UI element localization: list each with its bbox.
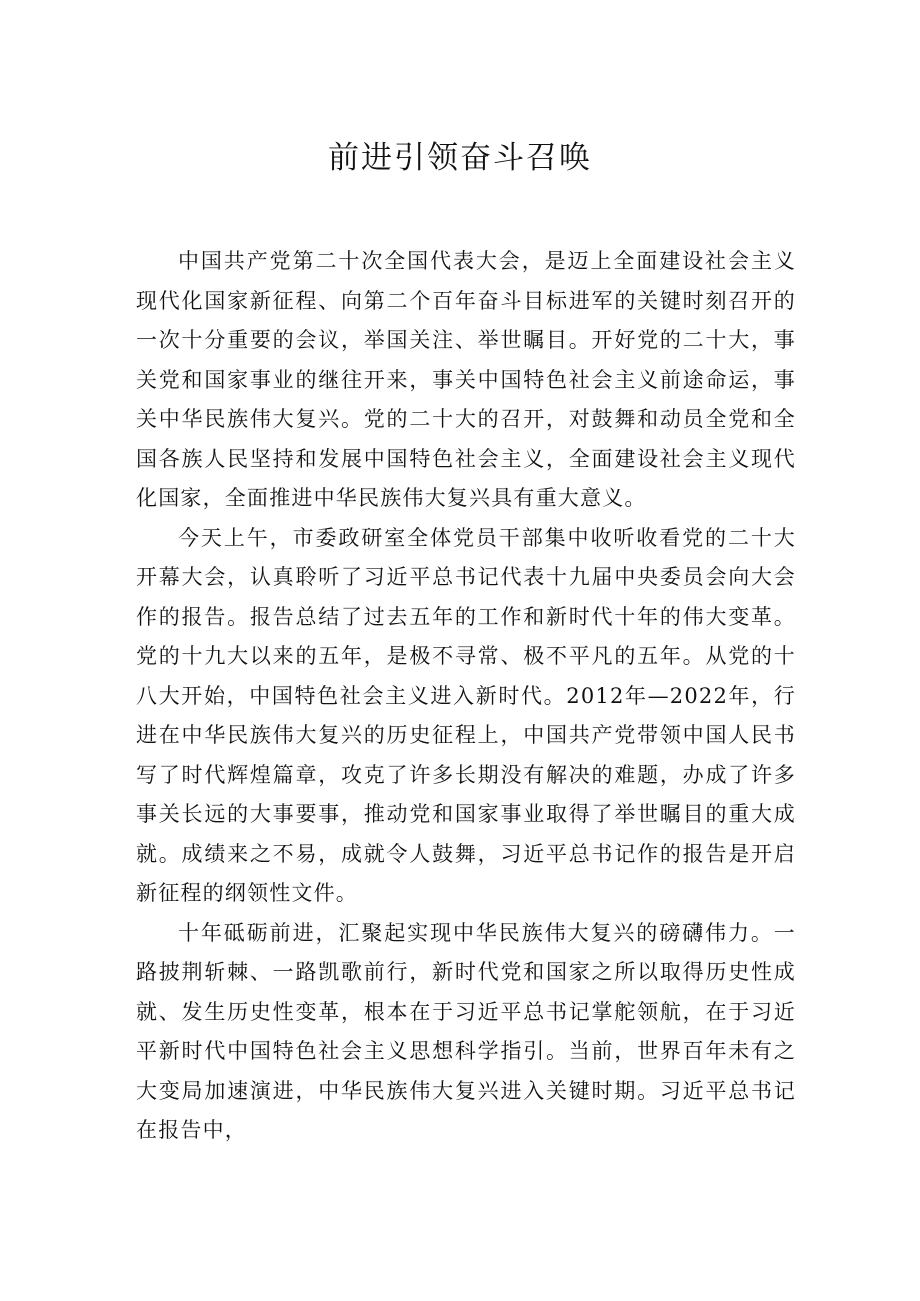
document-body xyxy=(136,242,796,1151)
paragraph-2: 今天上午，市委政研室全体党员干部集中收听收看党的二十大开幕大会，认真聆听了习近平总书记代表十九届中央委员会向大会作的报告。报告总结了过去五年的工作和新时代十年的伟大变革。党的十九大以来的五年，是极不寻常、极不平凡的五年。从党的十八大开始，中国特色社会主义进入新时代。2012年—2022年，行进在中华民族伟大复兴的历史征程上，中国共产党带领中国人民书写了时代辉煌篇章，攻克了许多长期没有解决的难题，办成了许多事关长远的大事要事，推动党和国家事业取得了举世瞩目的重大成就。成绩来之不易，成就令人鼓舞，习近平总书记作的报告是开启新征程的纲领性文件。 xyxy=(136,525,796,905)
paragraph-1: 中国共产党第二十次全国代表大会，是迈上全面建设社会主义现代化国家新征程、向第二个百年奋斗目标进军的关键时刻召开的一次十分重要的会议，举国关注、举世瞩目。开好党的二十大，事关党和国家事业的继往开来，事关中国特色社会主义前途命运，事关中华民族伟大复兴。党的二十大的召开，对鼓舞和动员全党和全国各族人民坚持和发展中国特色社会主义，全面建设社会主义现代化国家，全面推进中华民族伟大复兴具有重大意义。 xyxy=(136,249,796,510)
document-title: 前进引领奋斗召唤 xyxy=(328,140,592,176)
paragraph-3: 十年砥砺前进，汇聚起实现中华民族伟大复兴的磅礴伟力。一路披荆斩棘、一路凯歌前行，新时代党和国家之所以取得历史性成就、发生历史性变革，根本在于习近平总书记掌舵领航，在于习近平新时代中国特色社会主义思想科学指引。当前，世界百年未有之大变局加速演进，中华民族伟大复兴进入关键时期。习近平总书记在报告中， xyxy=(136,920,796,1142)
